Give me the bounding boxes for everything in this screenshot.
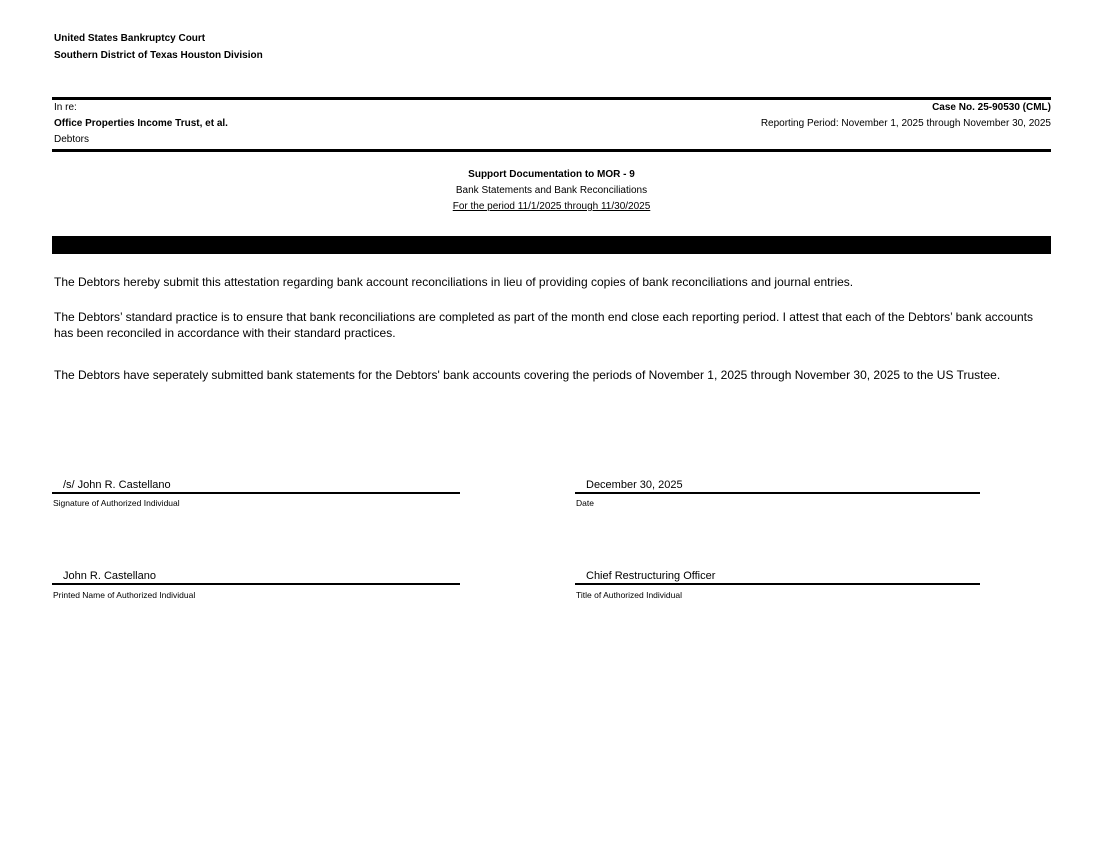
attestation-paragraph-1: The Debtors hereby submit this attestation regarding bank account reconciliations in lieu of providing copies of bank reconciliations and journal entries. — [54, 275, 854, 289]
in-re-label: In re: — [54, 102, 77, 113]
title-value: Chief Restructuring Officer — [586, 570, 716, 582]
document-subtitle: Bank Statements and Bank Reconciliations — [455, 185, 648, 196]
section-bar — [52, 236, 1051, 254]
date-line — [575, 492, 980, 494]
date-value: December 30, 2025 — [586, 479, 683, 491]
document-title: Support Documentation to MOR - 9 — [468, 169, 635, 180]
caption-bottom-rule — [52, 149, 1051, 152]
reporting-period: Reporting Period: November 1, 2025 through November 30, 2025 — [760, 118, 1051, 129]
case-number: Case No. 25-90530 (CML) — [932, 102, 1051, 113]
caption-tick — [300, 97, 301, 100]
attestation-paragraph-3: The Debtors have seperately submitted bank statements for the Debtors' bank accounts covering the periods of November 1, 2025 through November 30, 2025 to the US Trustee. — [54, 368, 1001, 382]
debtor-name: Office Properties Income Trust, et al. — [54, 118, 228, 129]
attestation-paragraph-2: The Debtors’ standard practice is to ensure that bank reconciliations are completed as part of the month end close each reporting period. I attest that each of the Debtors’ bank accounts has been reconciled in accordance with their standard practices. — [54, 310, 1034, 340]
debtors-label: Debtors — [54, 134, 90, 145]
court-division: Southern District of Texas Houston Division — [54, 50, 263, 61]
date-label: Date — [576, 498, 594, 508]
document-period-text: For the period 11/1/2025 through 11/30/2025 — [452, 201, 651, 212]
signature-value: /s/ John R. Castellano — [63, 479, 171, 491]
signature-label: Signature of Authorized Individual — [53, 498, 180, 508]
printed-name-line — [52, 583, 460, 585]
caption-top-rule — [52, 97, 1051, 100]
printed-name-value: John R. Castellano — [63, 570, 156, 582]
title-line — [575, 583, 980, 585]
title-label: Title of Authorized Individual — [576, 590, 682, 600]
document-period — [52, 201, 1051, 212]
printed-name-label: Printed Name of Authorized Individual — [53, 590, 196, 600]
court-name: United States Bankruptcy Court — [54, 33, 206, 44]
signature-line — [52, 492, 460, 494]
